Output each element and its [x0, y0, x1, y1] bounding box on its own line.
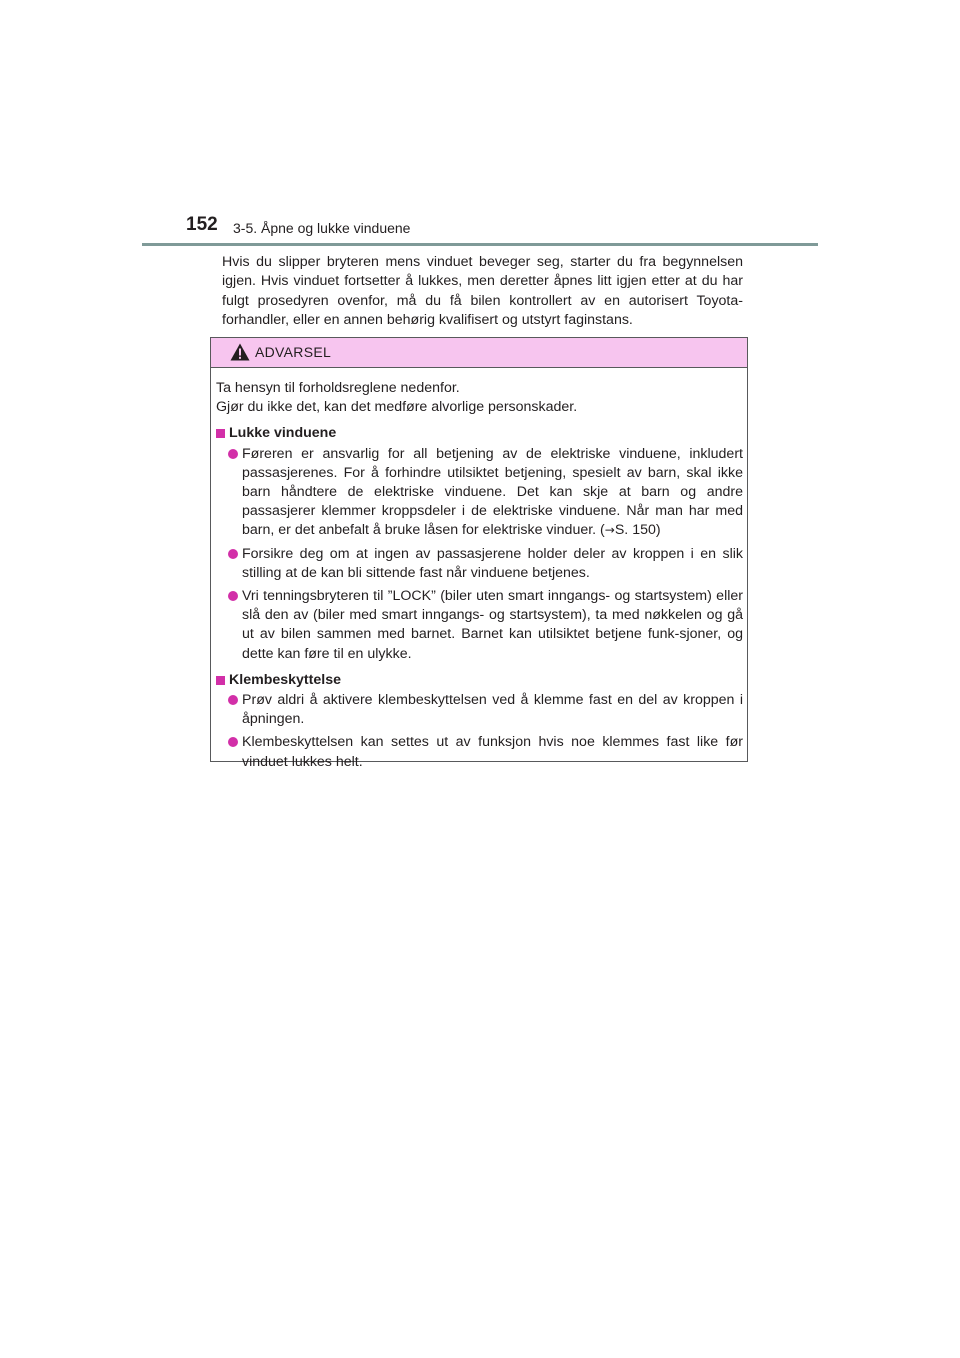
list-item [242, 733, 743, 771]
round-bullet-icon [228, 695, 238, 705]
warning-triangle-icon [230, 343, 250, 361]
list-item [242, 445, 743, 541]
section-heading [216, 424, 743, 443]
round-bullet-icon [228, 449, 238, 459]
list-item [242, 545, 743, 583]
page-number: 152 [186, 214, 218, 235]
header-divider [142, 243, 818, 246]
list-item-text: Vri tenningsbryteren til ”LOCK” (biler uten smart inngangs- og startsystem) eller slå den av (biler med smart inngangs- og startsystem), ta med nøkkelen og gå ut av bilen sammen med barnet. Barnet kan utilsiktet betjene funk-sjoner, og dette kan føre til en ulykke. [242, 588, 743, 662]
list-item-text: Føreren er ansvarlig for all betjening av de elektriske vinduene, inkludert passasjerenes. For å forhindre utilsiktet betjening, spesielt av barn, skal ikke barn håndtere de elektriske vinduene. Det kan skje at barn og andre passasjerer klemmer kroppsdeler i de elektriske vinduene. Når man har med barn, er det anbefalt å bruke låsen for elektriske vinduer. ( [242, 445, 743, 539]
warning-title: ADVARSEL [255, 344, 332, 360]
list-item-text: Prøv aldri å aktivere klembeskyttelsen ved å klemme fast en del av kroppen i åpningen. [242, 692, 743, 728]
intro-paragraph: Hvis du slipper bryteren mens vinduet beveger seg, starter du fra begynnelsen igjen. Hvis vinduet fortsetter å lukkes, men deretter åpnes litt igjen etter at du har fulgt prosedyren ovenfor, må du få bilen kontrollert av en autorisert Toyota-forhandler, eller en annen behørig kvalifisert og utstyrt faginstans. [222, 254, 743, 328]
section-title: 3-5. Åpne og lukke vinduene [233, 220, 411, 236]
square-bullet-icon [216, 676, 225, 685]
list-item [242, 587, 743, 664]
warning-body [216, 379, 743, 772]
round-bullet-icon [228, 737, 238, 747]
warning-header [211, 338, 747, 368]
round-bullet-icon [228, 549, 238, 559]
list-item [242, 691, 743, 729]
warning-box [210, 337, 748, 770]
warning-intro-line: Gjør du ikke det, kan det medføre alvorlige personskader. [216, 399, 578, 416]
square-bullet-icon [216, 429, 225, 438]
round-bullet-icon [228, 591, 238, 601]
section-heading [216, 671, 743, 690]
list-item-text: Klembeskyttelsen kan settes ut av funksjon hvis noe klemmes fast like før vinduet lukkes helt. [242, 734, 743, 770]
page-reference: S. 150) [614, 522, 661, 539]
right-arrow-icon: → [604, 523, 615, 538]
warning-intro-line: Ta hensyn til forholdsreglene nedenfor. [216, 380, 460, 396]
list-item-text: Forsikre deg om at ingen av passasjerene holder deler av kroppen i en slik stilling at de kan bli sittende fast når vinduene betjenes. [242, 545, 743, 581]
section-heading-text: Lukke vinduene [229, 425, 337, 442]
section-heading-text: Klembeskyttelse [229, 671, 341, 688]
